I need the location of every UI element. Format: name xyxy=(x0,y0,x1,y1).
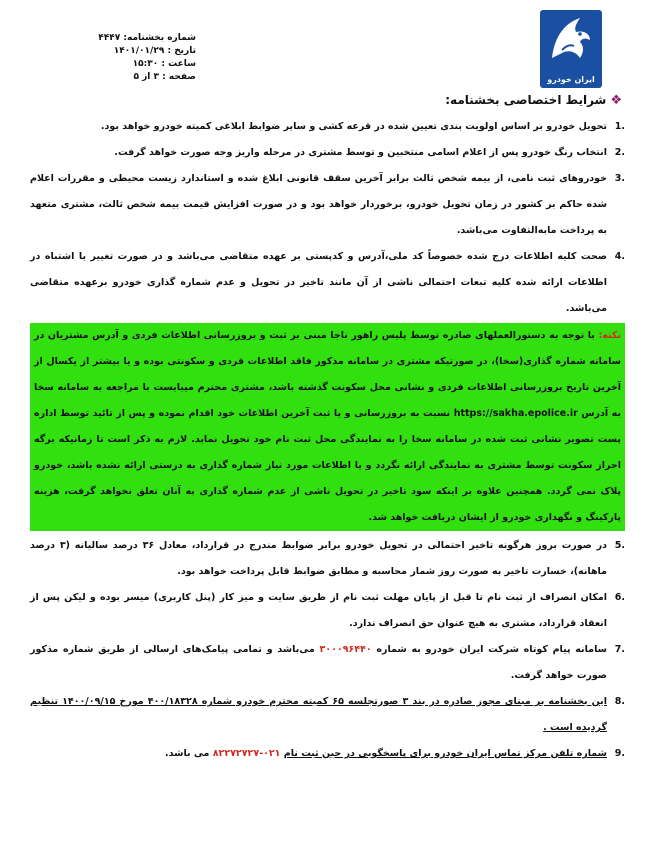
note-text: با توجه به دستورالعملهای صادره توسط پلیس راهور ناجا مبنی بر ثبت و بروزرسانی اطلاعات فردی و آدرس مشتریان در سامانه شماره گذاری(سخا)، در صورتیکه مشتری در سامانه مذکور فاقد اطلاعات فردی و سکونتی بوده و یا بیشتر از یکسال از آخرین تاریخ بروزرسانی اطلاعات فردی و نشانی محل سکونت گذشته باشد، مشتری محترم میبایست با مراجعه به سامانه سخا به آدرس https://sakha.epolice.ir نسبت به بروزرسانی و یا ثبت آخرین اطلاعات خود اقدام نموده و پس از تائید توسط اداره پست تصویر نشانی ثبت شده در سامانه سخا را به نمایندگی محل ثبت نام خود تحویل نماید. لازم به ذکر است تا زمانیکه برگه احراز سکونت توسط مشتری به نمایندگی ارائه نگردد و یا اطلاعات مورد نیاز شماره گذاری به درستی ارائه نشده باشد، خودرو پلاک نمی گردد. همچنین علاوه بر اینکه سود تاخیر در تحویل ناشی از عدم شماره گذاری به آنان تعلق نخواهد گرفت، هزینه پارکینگ و نگهداری خودرو از ایشان دریافت خواهد شد. xyxy=(34,330,621,523)
condition-item-4 xyxy=(30,244,625,322)
item-text-before: سامانه پیام کوتاه شرکت ایران خودرو به شماره xyxy=(376,644,607,655)
diamond-star-icon: ❖ xyxy=(610,93,622,108)
condition-item-7 xyxy=(30,637,625,689)
section-title xyxy=(445,93,622,108)
highlighted-note xyxy=(30,323,625,531)
item-text: خودروهای ثبت نامی، از بیمه شخص ثالث برابر آخرین سقف قانونی ابلاغ شده و استاندارد زیست محیطی و مقررات اعلام شده حاکم بر کشور در زمان تحویل خودرو، برخوردار خواهد بود و در صورت افزایش قیمت بیمه شخص ثالث، مشتری متعهد به پرداخت مابه‌التفاوت می‌باشد. xyxy=(30,173,607,236)
condition-item-8 xyxy=(30,689,625,741)
item-text-after: می باشد. xyxy=(165,748,210,759)
item-text: این بخشنامه بر مبنای مجوز صادره در بند ۳ صورتجلسه ۶۵ کمیته محترم خودرو شماره ۴۰۰/۱۸۳۲۸ مورخ ۱۴۰۰/۰۹/۱۵ تنظیم گردیده است . xyxy=(30,696,607,733)
item-number: .6 xyxy=(614,592,625,603)
item-text: تحویل خودرو بر اساس اولویت بندی تعیین شده در قرعه کشی و سایر ضوابط ابلاغی کمیته خودرو خواهد بود. xyxy=(100,121,607,132)
item-number: .3 xyxy=(614,173,625,184)
condition-item-5 xyxy=(30,533,625,585)
item-text: انتخاب رنگ خودرو پس از اعلام اسامی منتخبین و توسط مشتری در مرحله واریز وجه صورت خواهد گرفت. xyxy=(114,147,607,158)
conditions-list xyxy=(30,114,625,767)
item-number: .1 xyxy=(614,121,625,132)
bulletin-number: شماره بخشنامه: ۴۴۴۷ xyxy=(98,33,196,43)
sms-number: ۳۰۰۰۹۶۴۴۰ xyxy=(319,644,372,655)
item-text-after: می‌باشد و تمامی پیامک‌های ارسالی از طریق شماره مذکور صورت خواهد گرفت. xyxy=(30,644,607,681)
contact-phone-number[interactable]: ۰۲۱-۸۲۲۷۲۷۲۷ xyxy=(212,748,281,759)
logo-wordmark: ایران خودرو xyxy=(547,75,595,84)
item-number: .9 xyxy=(614,748,625,759)
bulletin-time: ساعت : ۱۵:۳۰ xyxy=(132,59,196,69)
item-text: امکان انصراف از ثبت نام تا قبل از پایان مهلت ثبت نام از طریق سایت و میز کار (پنل کاربری) میسر بوده و لیکن پس از انعقاد قرارداد، مشتری به هیچ عنوان حق انصراف ندارد. xyxy=(30,592,607,629)
page-number: صفحه : ۳ از ۵ xyxy=(133,72,196,82)
item-text: صحت کلیه اطلاعات درج شده خصوصاً کد ملی،آدرس و کدپستی بر عهده متقاضی می‌باشد و در صورت تغییر یا اشتباه در اطلاعات ارائه شده کلیه تبعات احتمالی ناشی از آن مانند تاخیر در تحویل و عدم شماره گذاری خودرو برعهده متقاضی می‌باشد. xyxy=(30,251,607,314)
horse-emblem-icon xyxy=(540,10,602,70)
item-text: در صورت بروز هرگونه تاخیر احتمالی در تحویل خودرو برابر ضوابط مندرج در قرارداد، معادل ۳۶ درصد سالیانه (۳ درصد ماهانه)، خسارت تاخیر به صورت روز شمار محاسبه و مطابق ضوابط قابل پرداخت خواهد بود. xyxy=(30,540,607,577)
condition-item-9 xyxy=(30,741,625,767)
bulletin-date: تاریخ : ۱۴۰۱/۰۱/۲۹ xyxy=(113,46,196,56)
item-text-before: شماره تلفن مرکز تماس ایران خودرو برای پاسخگویی در حین ثبت نام xyxy=(283,748,607,759)
condition-item-2 xyxy=(30,140,625,166)
item-number: .5 xyxy=(614,540,625,551)
item-number: .7 xyxy=(614,644,625,655)
company-logo xyxy=(540,10,602,88)
item-number: .4 xyxy=(614,251,625,262)
condition-item-1 xyxy=(30,114,625,140)
document-meta xyxy=(6,32,196,84)
item-number: .8 xyxy=(614,696,625,707)
item-number: .2 xyxy=(614,147,625,158)
condition-item-6 xyxy=(30,585,625,637)
note-label: نکته: xyxy=(598,330,621,341)
section-title-text: شرایط اختصاصی بخشنامه: xyxy=(445,93,607,107)
condition-item-3 xyxy=(30,166,625,244)
